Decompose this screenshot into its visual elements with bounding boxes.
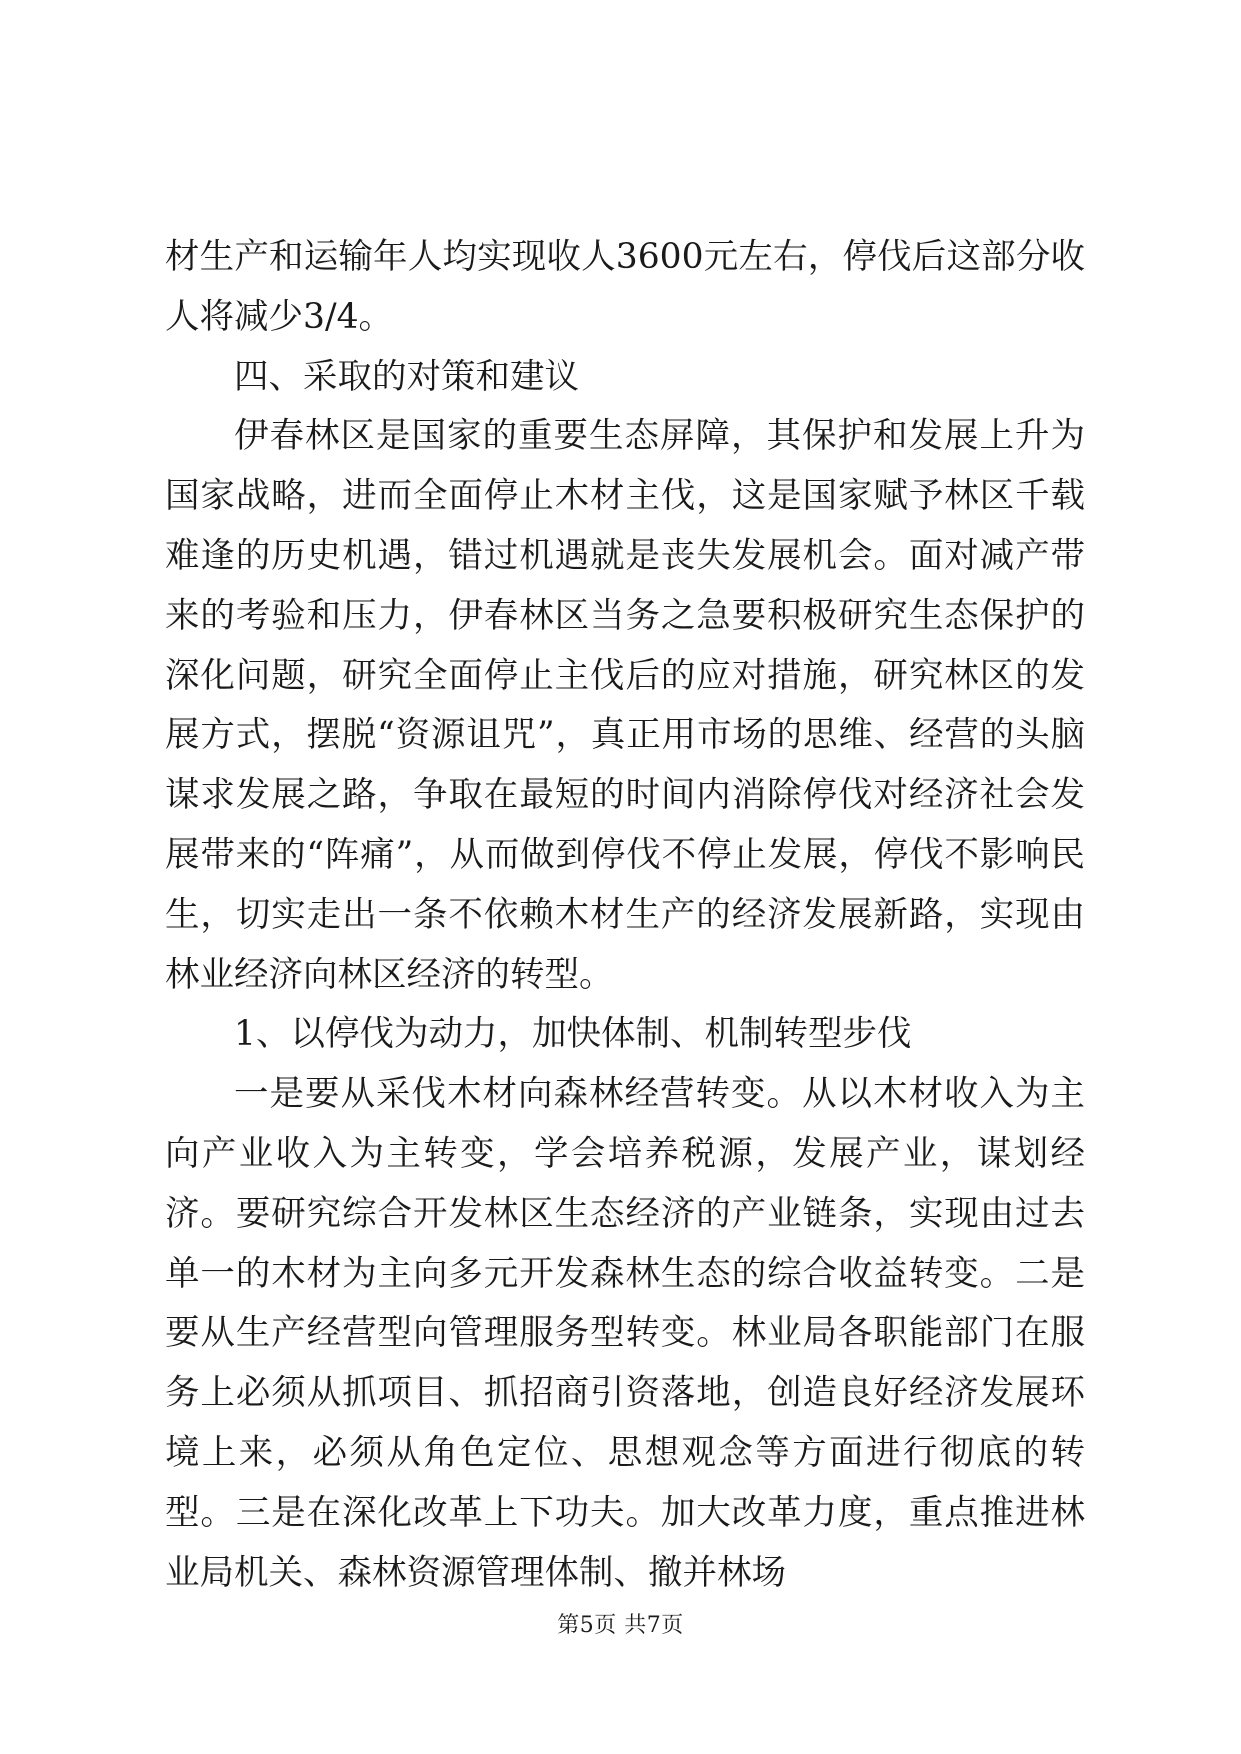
paragraph-continuation: 材生产和运输年人均实现收人3600元左右，停伐后这部分收人将减少3/4。 <box>165 237 1085 337</box>
subsection-heading: 1、以停伐为动力，加快体制、机制转型步伐 <box>234 1014 912 1055</box>
paragraph-body: 伊春林区是国家的重要生态屏障，其保护和发展上升为国家战略，进而全面停止木材主伐，这是国家赋予林区千载难逢的历史机遇，错过机遇就是丧失发展机会。面对减产带来的考验和压力，伊春林区当务之急要积极研究生态保护的深化问题，研究全面停止主伐后的应对措施，研究林区的发展方式，摆脱“资源诅咒”，真正用市场的思维、经营的头脑谋求发展之路，争取在最短的时间内消除停伐对经济社会发展带来的“阵痛”，从而做到停伐不停止发展，停伐不影响民生，切实走出一条不依赖木材生产的经济发展新路，实现由林业经济向林区经济的转型。 <box>165 416 1085 995</box>
paragraph-body: 一是要从采伐木材向森林经营转变。从以木材收入为主向产业收入为主转变，学会培养税源，发展产业，谋划经济。要研究综合开发林区生态经济的产业链条，实现由过去单一的木材为主向多元开发森林生态的综合收益转变。二是要从生产经营型向管理服务型转变。林业局各职能部门在服务上必须从抓项目、抓招商引资落地，创造良好经济发展环境上来，必须从角色定位、思想观念等方面进行彻底的转型。三是在深化改革上下功夫。加大改革力度，重点推进林业局机关、森林资源管理体制、撤并林场 <box>165 1074 1085 1593</box>
document-body <box>165 228 1085 1603</box>
section-heading: 四、采取的对策和建议 <box>234 356 579 397</box>
page-number-footer: 第5页 共7页 <box>557 1613 684 1638</box>
